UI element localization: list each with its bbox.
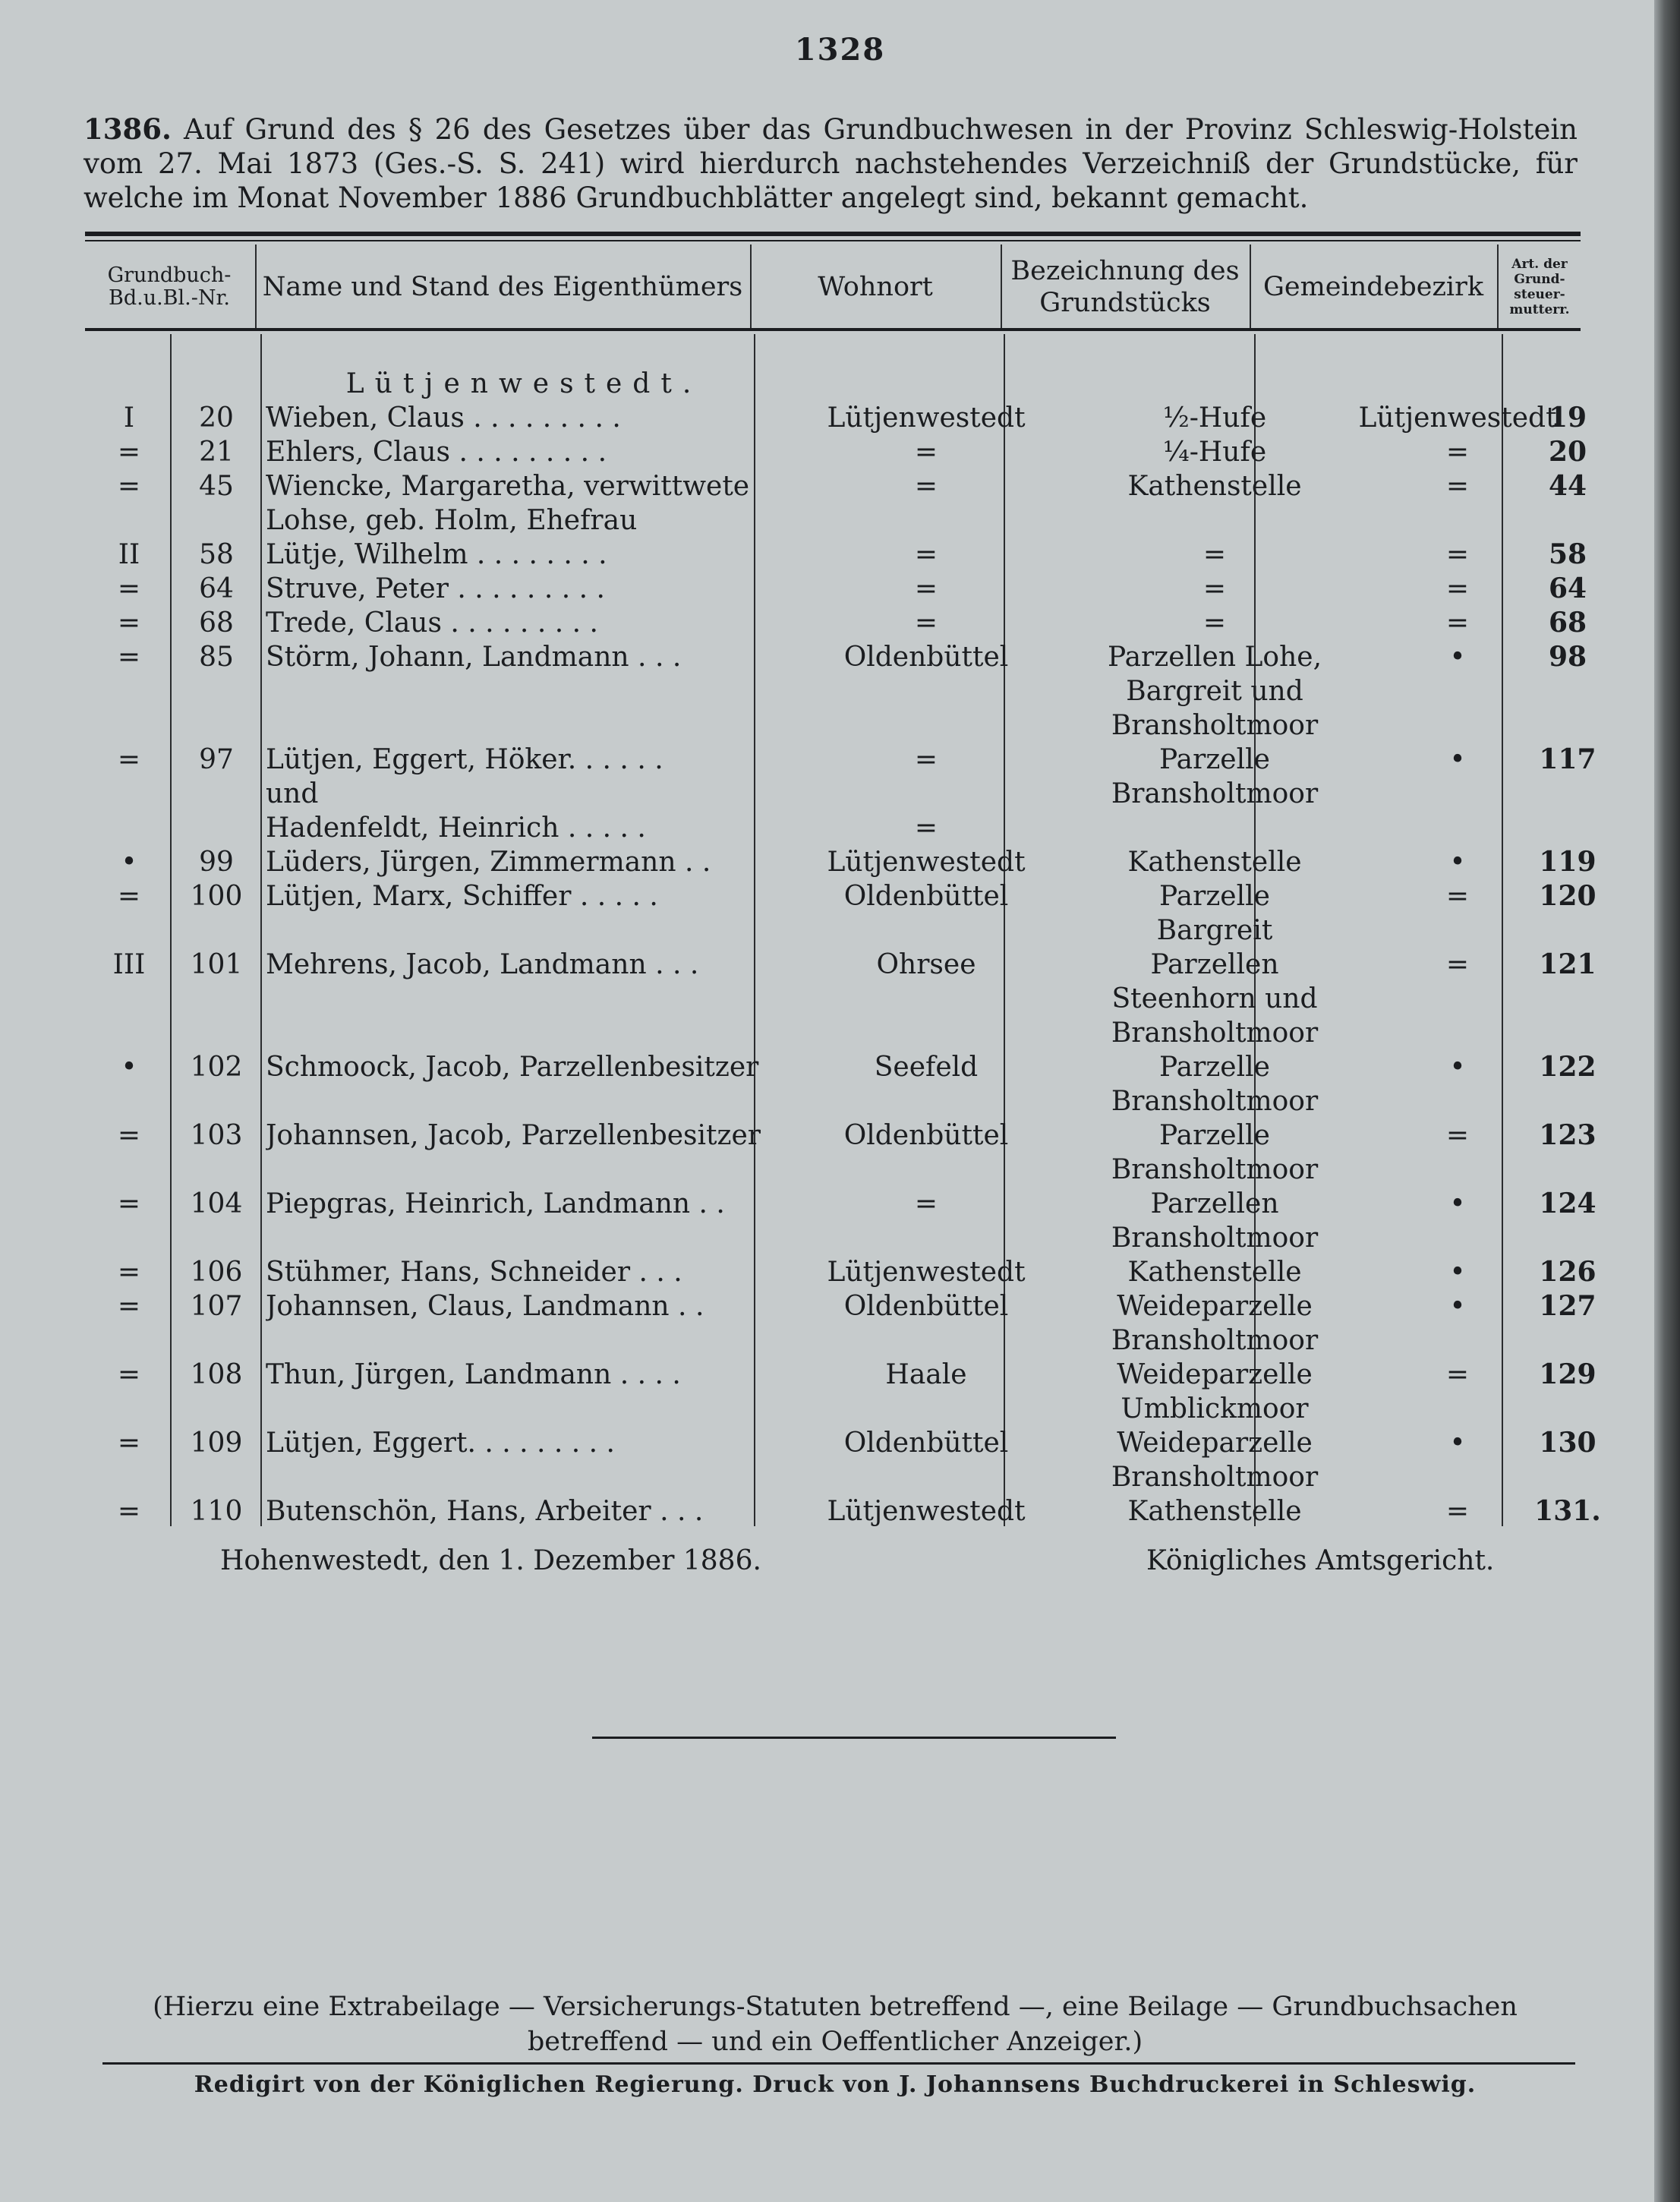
table-top-rule — [85, 232, 1581, 236]
page-number: 1328 — [794, 32, 886, 68]
band-cell: III — [112, 949, 146, 980]
parcel-cell: Bransholtmoor — [1111, 1154, 1319, 1185]
table-row — [84, 845, 1596, 879]
owner-cell: Lütjen, Marx, Schiffer . . . . . — [266, 881, 658, 912]
residence-cell: Seefeld — [874, 1052, 979, 1083]
table-row — [84, 1358, 1596, 1392]
article-cell — [1507, 811, 1628, 845]
residence-cell: Haale — [885, 1359, 967, 1390]
article-cell: 64 — [1548, 573, 1587, 604]
owner-cell: Stühmer, Hans, Schneider . . . — [266, 1257, 682, 1288]
band-cell: = — [117, 1428, 141, 1459]
district-cell: = — [1445, 1120, 1470, 1151]
article-cell — [1507, 1016, 1628, 1050]
residence-cell: = — [914, 573, 938, 604]
article-cell — [1507, 777, 1628, 811]
number-cell — [171, 674, 262, 708]
article-cell: 124 — [1539, 1188, 1596, 1219]
parcel-cell: Bransholtmoor — [1111, 1325, 1319, 1356]
header-name: Name und Stand des Eigenthümers — [262, 272, 743, 302]
band-cell: = — [117, 1188, 141, 1219]
parcel-cell: Bransholtmoor — [1111, 1222, 1319, 1254]
number-cell — [171, 913, 262, 948]
article-cell: 117 — [1539, 743, 1596, 775]
article-cell: 129 — [1539, 1358, 1596, 1390]
district-cell: • — [1449, 1188, 1466, 1219]
number-cell: 64 — [199, 573, 234, 604]
number-cell: 104 — [190, 1188, 243, 1219]
table-row — [84, 503, 1583, 538]
article-cell — [1507, 982, 1628, 1016]
district-cell: = — [1445, 1496, 1470, 1527]
parcel-cell: Weideparzelle — [1117, 1291, 1313, 1322]
table-row — [84, 1323, 1583, 1358]
number-cell — [171, 1323, 262, 1358]
band-cell: = — [117, 1359, 141, 1390]
owner-cell: Piepgras, Heinrich, Landmann . . — [266, 1188, 725, 1219]
parcel-cell: ¼-Hufe — [1162, 437, 1267, 468]
article-cell — [1507, 1460, 1628, 1494]
article-cell: 19 — [1548, 402, 1587, 434]
number-cell — [171, 1460, 262, 1494]
residence-cell: = — [914, 812, 938, 844]
parcel-cell: Kathenstelle — [1127, 471, 1302, 502]
table-top-rule-thin — [85, 240, 1581, 241]
band-cell — [84, 1323, 175, 1358]
parcel-cell: Bransholtmoor — [1111, 710, 1319, 741]
table-row — [84, 1255, 1596, 1289]
article-cell: 68 — [1548, 607, 1587, 639]
residence-cell: Lütjenwestedt — [827, 1496, 1026, 1527]
header-artikel: Art. der Grund-steuer-mutterr. — [1509, 257, 1570, 317]
table-row — [84, 1118, 1596, 1153]
residence-cell: Oldenbüttel — [843, 642, 1009, 673]
district-cell: = — [1445, 1359, 1470, 1390]
table-row — [84, 1494, 1601, 1528]
band-cell: = — [117, 642, 141, 673]
number-cell: 68 — [199, 607, 234, 639]
table-row — [84, 879, 1596, 913]
band-cell: = — [117, 607, 141, 639]
residence-cell: Oldenbüttel — [843, 881, 1009, 912]
article-cell: 130 — [1539, 1427, 1596, 1459]
district-cell: = — [1445, 573, 1470, 604]
district-cell: = — [1445, 881, 1470, 912]
number-cell — [171, 1016, 262, 1050]
parcel-cell: Bransholtmoor — [1111, 778, 1319, 809]
band-cell: = — [117, 1120, 141, 1151]
band-cell — [84, 1460, 175, 1494]
band-cell: = — [117, 744, 141, 775]
table-row — [84, 1187, 1596, 1221]
residence-cell: = — [914, 744, 938, 775]
number-cell: 108 — [190, 1359, 243, 1390]
residence-cell: Lütjenwestedt — [827, 1257, 1026, 1288]
parcel-cell: Steenhorn und — [1111, 983, 1318, 1014]
number-cell: 85 — [199, 642, 234, 673]
band-cell: II — [118, 539, 140, 570]
article-cell — [1507, 1084, 1628, 1118]
number-cell: 100 — [190, 881, 243, 912]
table-row — [84, 1289, 1596, 1323]
owner-cell: Lüders, Jürgen, Zimmermann . . — [266, 847, 711, 878]
parcel-cell: Umblickmoor — [1121, 1393, 1309, 1424]
parcel-cell: Bransholtmoor — [1111, 1017, 1319, 1049]
number-cell: 97 — [199, 744, 234, 775]
owner-cell: Butenschön, Hans, Arbeiter . . . — [266, 1496, 704, 1527]
owner-cell: Lütjen, Eggert. . . . . . . . . — [266, 1428, 615, 1459]
parcel-cell: Kathenstelle — [1127, 1257, 1302, 1288]
district-cell: = — [1445, 539, 1470, 570]
parcel-cell: Bransholtmoor — [1111, 1086, 1319, 1117]
band-cell — [84, 913, 175, 948]
district-cell: • — [1449, 1257, 1466, 1288]
number-cell — [171, 1084, 262, 1118]
band-cell: = — [117, 1257, 141, 1288]
residence-cell: = — [914, 607, 938, 639]
district-cell: = — [1445, 607, 1470, 639]
parcel-cell: Parzellen — [1150, 1188, 1279, 1219]
number-cell — [171, 1221, 262, 1255]
article-cell: 123 — [1539, 1119, 1596, 1151]
number-cell: 107 — [190, 1291, 243, 1322]
article-cell: 131. — [1534, 1495, 1601, 1527]
parcel-cell: Weideparzelle — [1117, 1428, 1313, 1459]
district-cell: = — [1445, 949, 1470, 980]
number-cell — [171, 811, 262, 845]
article-cell: 120 — [1539, 880, 1596, 912]
owner-cell: Wiencke, Margaretha, verwittwete — [266, 471, 750, 502]
district-cell: • — [1449, 642, 1466, 673]
band-cell — [84, 1221, 175, 1255]
number-cell: 102 — [190, 1052, 243, 1083]
district-cell: = — [1445, 437, 1470, 468]
owner-cell: Wieben, Claus . . . . . . . . . — [266, 402, 621, 434]
section-title: Lütjenwestedt. — [345, 368, 702, 399]
parcel-cell: Bargreit und — [1126, 676, 1303, 707]
owner-cell: Trede, Claus . . . . . . . . . — [266, 607, 598, 639]
parcel-cell: = — [1202, 607, 1227, 639]
table-row — [84, 1426, 1596, 1460]
article-cell — [1507, 1153, 1628, 1187]
owner-cell: Störm, Johann, Landmann . . . — [266, 642, 682, 673]
number-cell: 58 — [199, 539, 234, 570]
band-cell — [84, 982, 175, 1016]
parcel-cell: Parzelle — [1159, 1120, 1270, 1151]
number-cell — [171, 982, 262, 1016]
article-cell: 119 — [1539, 846, 1596, 878]
announcement-text: Auf Grund des § 26 des Gesetzes über das Grundbuchwesen in der Provinz Schleswig-Holstein vom 27. Mai 1873 (Ges.-S. S. 241) wird hierdurch nachstehendes Verzeichniß der Grundstücke, für welche im Monat November 1886 Grundbuchblätter angelegt sind, bekannt gemacht. — [84, 113, 1578, 214]
number-cell: 99 — [199, 847, 234, 878]
owner-cell: Lütje, Wilhelm . . . . . . . . — [266, 539, 607, 570]
parcel-cell: = — [1202, 573, 1227, 604]
band-cell: I — [123, 402, 135, 434]
number-cell — [171, 777, 262, 811]
district-cell: Lütjenwestedt — [1358, 402, 1557, 434]
article-cell: 58 — [1548, 538, 1587, 570]
article-cell: 98 — [1548, 641, 1587, 673]
owner-cell: Mehrens, Jacob, Landmann . . . — [266, 949, 699, 980]
announcement-paragraph — [84, 112, 1578, 215]
parcel-cell: Weideparzelle — [1117, 1359, 1313, 1390]
article-cell — [1507, 674, 1628, 708]
number-cell: 20 — [199, 402, 234, 434]
table-row — [84, 1392, 1583, 1426]
residence-cell: Oldenbüttel — [843, 1120, 1009, 1151]
district-cell: • — [1449, 1428, 1466, 1459]
owner-cell: Struve, Peter . . . . . . . . . — [266, 573, 605, 604]
bottom-rule — [102, 2062, 1575, 2065]
article-cell: 44 — [1548, 470, 1587, 502]
article-cell: 126 — [1539, 1256, 1596, 1288]
table-row — [84, 1460, 1583, 1494]
district-cell: • — [1449, 744, 1466, 775]
residence-cell: Oldenbüttel — [843, 1291, 1009, 1322]
table-row — [84, 948, 1596, 982]
owner-cell: Lütjen, Eggert, Höker. . . . . . — [266, 744, 663, 775]
table-row — [84, 1084, 1583, 1118]
band-cell: = — [117, 573, 141, 604]
band-cell — [84, 777, 175, 811]
band-cell: = — [117, 471, 141, 502]
residence-cell: Lütjenwestedt — [827, 402, 1026, 434]
parcel-cell: = — [1202, 539, 1227, 570]
district-cell: = — [1445, 471, 1470, 502]
residence-cell: Lütjenwestedt — [827, 847, 1026, 878]
band-cell: = — [117, 1496, 141, 1527]
parcel-cell: Bargreit — [1156, 915, 1273, 946]
band-cell — [84, 1084, 175, 1118]
owner-cell: Ehlers, Claus . . . . . . . . . — [266, 437, 607, 468]
issuing-authority: Königliches Amtsgericht. — [1146, 1545, 1495, 1576]
table-row — [84, 401, 1587, 435]
article-cell: 121 — [1539, 948, 1596, 980]
table-row — [84, 743, 1596, 777]
residence-cell: = — [914, 539, 938, 570]
parcel-cell: Parzelle — [1159, 744, 1270, 775]
header-bezeichnung: Bezeichnung des Grundstücks — [1010, 256, 1240, 318]
table-row — [84, 982, 1583, 1016]
residence-cell: = — [914, 1188, 938, 1219]
band-cell — [84, 503, 175, 538]
band-cell — [84, 1016, 175, 1050]
district-cell: • — [1449, 847, 1466, 878]
parcel-cell: Bransholtmoor — [1111, 1462, 1319, 1493]
number-cell — [171, 1153, 262, 1187]
owner-cell: und — [266, 778, 319, 809]
number-cell — [171, 708, 262, 743]
table-row — [84, 469, 1587, 503]
owner-cell: Johannsen, Claus, Landmann . . — [266, 1291, 704, 1322]
table-row — [84, 606, 1587, 640]
section-row — [84, 367, 1583, 401]
residence-cell: = — [914, 437, 938, 468]
owner-cell: Schmoock, Jacob, Parzellenbesitzer — [266, 1052, 759, 1083]
number-cell: 101 — [190, 949, 243, 980]
number-cell: 103 — [190, 1120, 243, 1151]
parcel-cell: ½-Hufe — [1162, 402, 1267, 434]
band-cell: • — [121, 847, 137, 878]
table-row — [84, 1221, 1583, 1255]
article-cell — [1507, 1221, 1628, 1255]
number-cell: 109 — [190, 1428, 243, 1459]
residence-cell: = — [914, 471, 938, 502]
table-row — [84, 435, 1587, 469]
supplement-note: (Hierzu eine Extrabeilage — Versicherungs-Statuten betreffend —, eine Beilage — Grundbuchsachen betreffend — und ein Oeffentlicher Anzeiger.) — [153, 1992, 1518, 2057]
header-gemeinde: Gemeindebezirk — [1262, 272, 1484, 302]
table-row — [84, 572, 1587, 606]
article-cell: 20 — [1548, 436, 1587, 468]
number-cell: 21 — [199, 437, 234, 468]
place-date: Hohenwestedt, den 1. Dezember 1886. — [220, 1545, 761, 1576]
band-cell — [84, 1153, 175, 1187]
band-cell: = — [117, 1291, 141, 1322]
article-cell — [1507, 913, 1628, 948]
parcel-cell: Parzelle — [1159, 881, 1270, 912]
parcel-cell: Parzellen — [1150, 949, 1279, 980]
number-cell — [171, 1392, 262, 1426]
band-cell: = — [117, 437, 141, 468]
parcel-cell: Parzelle — [1159, 1052, 1270, 1083]
table-row — [84, 1153, 1583, 1187]
band-cell — [84, 708, 175, 743]
district-cell: • — [1449, 1052, 1466, 1083]
table-row — [84, 640, 1587, 674]
article-cell: 122 — [1539, 1051, 1596, 1083]
article-cell — [1507, 1323, 1628, 1358]
announcement-number: 1386. — [84, 112, 172, 146]
table-row — [84, 913, 1583, 948]
district-cell: • — [1449, 1291, 1466, 1322]
page-edge — [1654, 0, 1680, 2202]
article-cell — [1507, 1392, 1628, 1426]
table-row — [84, 1016, 1583, 1050]
number-cell: 110 — [190, 1496, 243, 1527]
band-cell — [84, 1392, 175, 1426]
table-row — [84, 777, 1583, 811]
band-cell — [84, 674, 175, 708]
band-cell: = — [117, 881, 141, 912]
owner-cell: Lohse, geb. Holm, Ehefrau — [266, 505, 638, 536]
article-cell — [1507, 708, 1628, 743]
number-cell: 45 — [199, 471, 234, 502]
number-cell — [171, 503, 262, 538]
header-wohnort: Wohnort — [818, 272, 933, 302]
residence-cell: Oldenbüttel — [843, 1428, 1009, 1459]
parcel-cell: Parzellen Lohe, — [1107, 642, 1322, 673]
parcel-cell: Kathenstelle — [1127, 1496, 1302, 1527]
imprint: Redigirt von der Königlichen Regierung. Druck von J. Johannsens Buchdruckerei in Schleswig. — [194, 2071, 1477, 2098]
table-row — [84, 538, 1587, 572]
parcel-cell: Kathenstelle — [1127, 847, 1302, 878]
header-grundbuch: Grundbuch-Bd.u.Bl.-Nr. — [107, 263, 232, 310]
owner-cell: Johannsen, Jacob, Parzellenbesitzer — [266, 1120, 761, 1151]
band-cell — [84, 811, 175, 845]
number-cell: 106 — [190, 1257, 243, 1288]
table-row — [84, 674, 1583, 708]
end-rule — [592, 1737, 1116, 1739]
owner-cell: Thun, Jürgen, Landmann . . . . — [266, 1359, 681, 1390]
owner-cell: Hadenfeldt, Heinrich . . . . . — [266, 812, 646, 844]
table-row — [84, 1050, 1596, 1084]
article-cell — [1507, 503, 1628, 538]
residence-cell: Ohrsee — [876, 949, 976, 980]
table-row — [84, 708, 1583, 743]
band-cell: • — [121, 1052, 137, 1083]
article-cell: 127 — [1539, 1290, 1596, 1322]
table-row — [84, 811, 1583, 845]
